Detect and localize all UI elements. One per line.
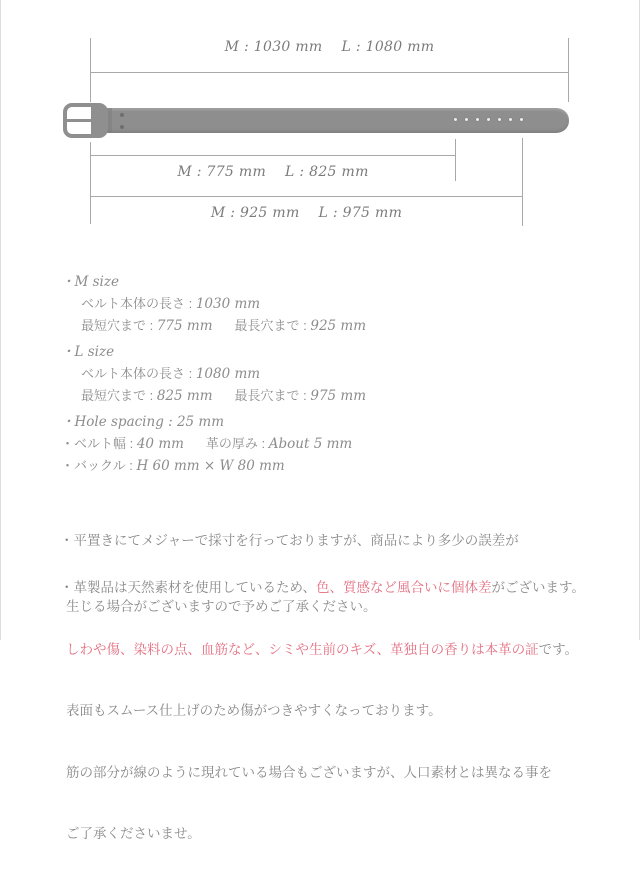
belt-width-label: ・ベルト幅 :: [61, 436, 137, 451]
total-length-tick-left: [90, 38, 91, 102]
shortest-hole-line: [90, 155, 456, 156]
belt-width-and-thickness: [61, 433, 366, 455]
buckle-size: [61, 455, 366, 477]
leather-note-line-2: [60, 640, 585, 661]
m-size-body-length: [61, 293, 366, 315]
longest-hole-line: [90, 196, 523, 197]
buckle-label: ・バックル :: [61, 458, 137, 473]
leather-note-line-5: ご了承くださいませ。: [66, 826, 201, 841]
hole-spacing-text: ・Hole spacing : 25 mm: [61, 414, 225, 430]
snap-rivet-top: [120, 113, 124, 117]
belt-hole: [476, 118, 479, 121]
thickness-label: 革の厚み :: [205, 436, 269, 451]
l-long-value: 975 mm: [310, 388, 367, 404]
m-size-title: [61, 271, 366, 293]
leather-note-line-1: [60, 578, 585, 599]
shortest-hole-label: M : 775 mm L : 825 mm: [177, 164, 369, 180]
belt-hole: [465, 118, 468, 121]
m-size-hole-distances: [61, 315, 366, 337]
leather-note-highlight-1: 色、質感など風合いに個体差: [315, 580, 492, 595]
leather-notes: [60, 537, 585, 886]
l-size-title-text: ・L size: [61, 344, 115, 360]
leather-note-after-1: がございます。: [491, 580, 585, 595]
belt-hole: [498, 118, 501, 121]
buckle-prong: [67, 119, 93, 122]
belt-hole: [509, 118, 512, 121]
leather-note-highlight-2: しわや傷、染料の点、血筋など、シミや生前のキズ、革独自の香りは本革の証: [66, 641, 539, 657]
disclaimer-line-2: 生じる場合がございますので予めご了承ください。: [66, 599, 377, 614]
size-spec-list: [61, 271, 366, 477]
m-size-title-text: ・M size: [61, 274, 119, 290]
total-length-line: [90, 72, 569, 73]
l-size-title: [61, 341, 366, 363]
belt-measurement-diagram: [1, 0, 641, 250]
disclaimer-line-1: ・平置きにてメジャーで採寸を行っておりますが、商品により多少の誤差が: [60, 533, 519, 548]
l-size-hole-distances: [61, 385, 366, 407]
belt-hole: [520, 118, 523, 121]
m-length-label: ベルト本体の長さ :: [81, 296, 196, 311]
thickness-value: About 5 mm: [268, 436, 353, 452]
l-length-label: ベルト本体の長さ :: [81, 366, 196, 381]
l-short-value: 825 mm: [156, 388, 213, 404]
leather-note-intro: ・革製品は天然素材を使用しているため、: [60, 580, 316, 595]
l-size-body-length: [61, 363, 366, 385]
belt-hole: [454, 118, 457, 121]
belt-width-value: 40 mm: [136, 436, 184, 452]
snap-rivet-bottom: [120, 125, 124, 129]
leather-note-line-3: 表面もスムース仕上げのため傷がつきやすくなっております。: [66, 703, 442, 718]
longest-hole-label: M : 925 mm L : 975 mm: [210, 205, 403, 221]
l-short-label: 最短穴まで :: [81, 388, 157, 403]
l-length-value: 1080 mm: [195, 366, 261, 382]
total-length-tick-right: [568, 38, 569, 102]
m-long-label: 最長穴まで :: [234, 318, 311, 333]
belt-buckle: [63, 103, 108, 138]
leather-note-after-2: です。: [538, 641, 579, 657]
total-length-label: M : 1030 mm L : 1080 mm: [224, 39, 435, 55]
hole-spacing: [61, 411, 366, 433]
m-short-label: 最短穴まで :: [81, 318, 157, 333]
m-length-value: 1030 mm: [195, 296, 261, 312]
l-long-label: 最長穴まで :: [234, 388, 311, 403]
m-long-value: 925 mm: [310, 318, 367, 334]
buckle-value: H 60 mm × W 80 mm: [136, 458, 285, 474]
leather-note-line-4: 筋の部分が線のように現れている場合もございますが、人口素材とは異なる事を: [66, 764, 552, 780]
belt-hole: [487, 118, 490, 121]
m-short-value: 775 mm: [156, 318, 213, 334]
